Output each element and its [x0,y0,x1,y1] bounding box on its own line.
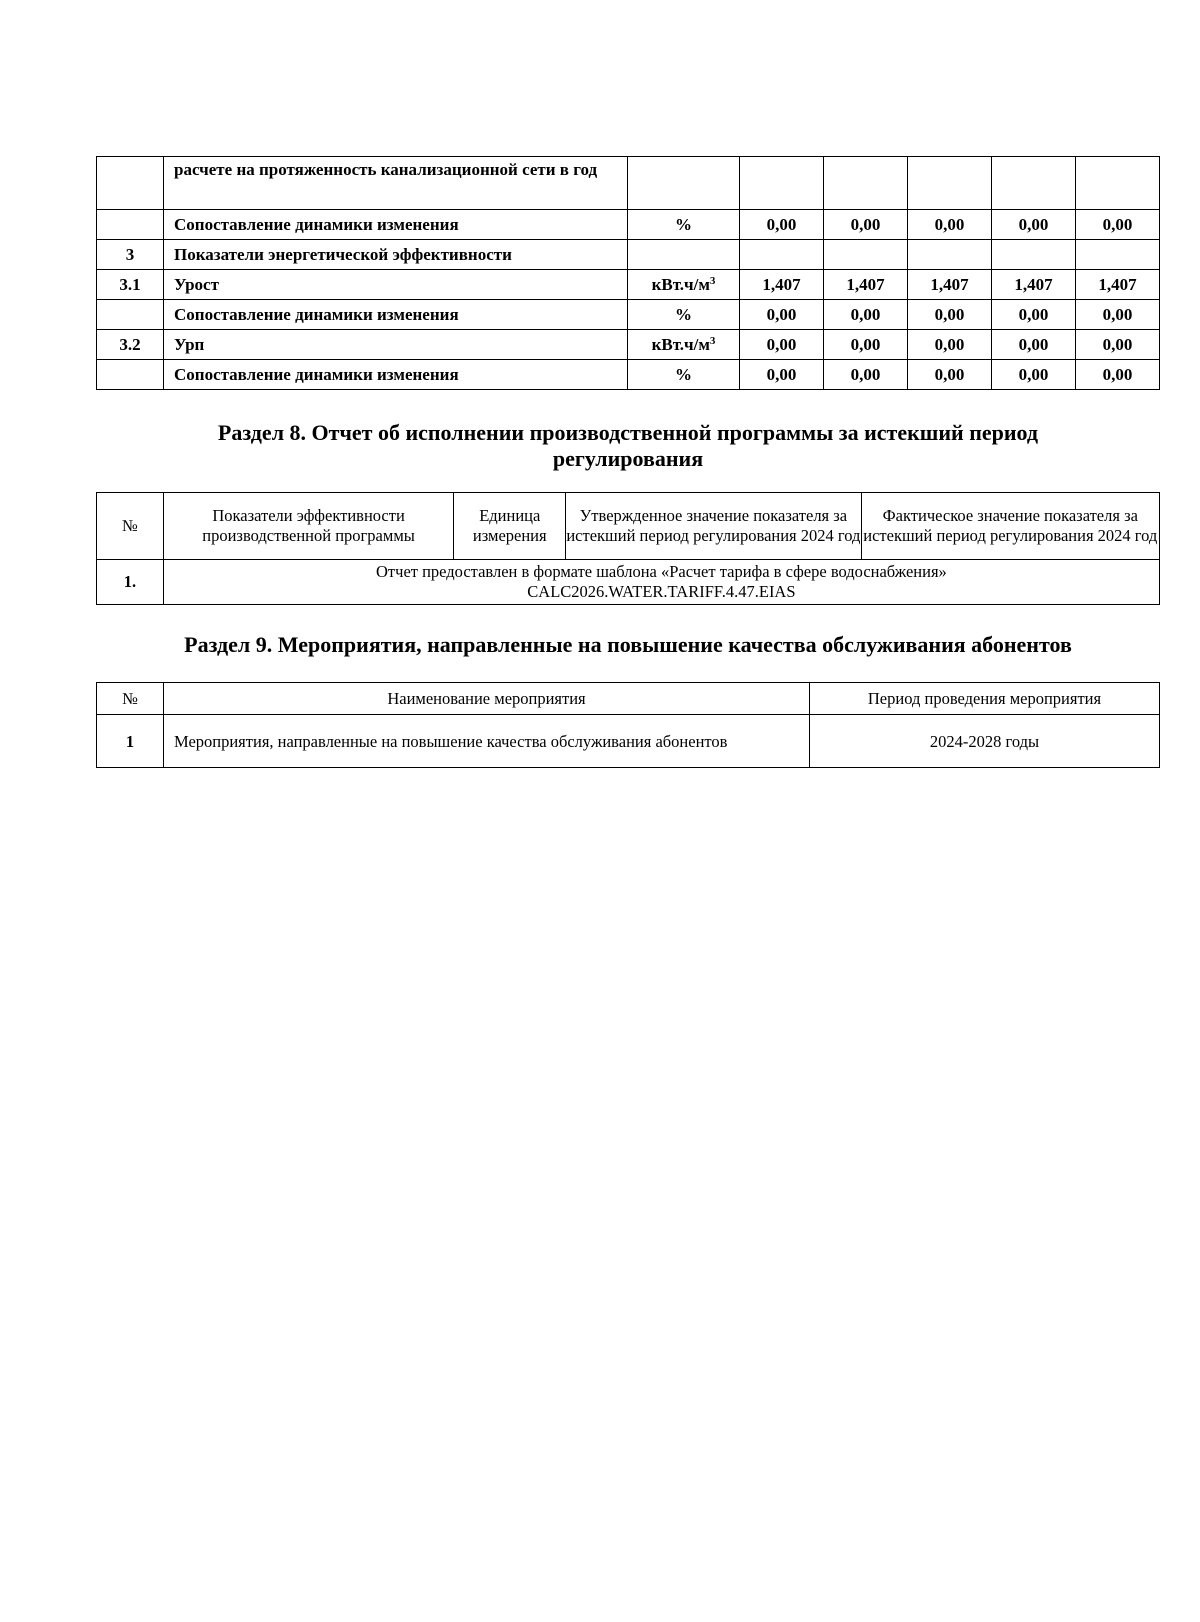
table-row [97,360,1160,390]
row-value: 0,00 [824,330,908,360]
row-name: Сопоставление динамики изменения [164,360,628,390]
row-value: 0,00 [740,360,824,390]
row-value: 0,00 [824,360,908,390]
row-number: 3.1 [97,270,164,300]
row-unit: % [628,210,740,240]
table-row [97,300,1160,330]
row-value: 1,407 [824,270,908,300]
header-activity-name: Наименование мероприятия [164,683,810,715]
header-number: № [97,493,164,560]
row-value: 0,00 [992,300,1076,330]
row-name: Сопоставление динамики изменения [164,210,628,240]
row-value: 0,00 [824,300,908,330]
row-number: 3.2 [97,330,164,360]
section-8-title [96,420,1160,472]
activity-name: Мероприятия, направленные на повышение качества обслуживания абонентов [164,715,810,768]
row-value [992,157,1076,210]
row-name: Показатели энергетической эффективности [164,240,628,270]
table-row [97,270,1160,300]
row-number [97,210,164,240]
row-value: 1,407 [1076,270,1160,300]
row-value: 0,00 [1076,330,1160,360]
indicators-table [96,156,1160,390]
row-value: 0,00 [992,360,1076,390]
table-row [97,715,1160,768]
row-name: расчете на протяженность канализационной сети в год [164,157,628,210]
row-unit [628,330,740,360]
row-value: 0,00 [740,300,824,330]
header-approved-value: Утвержденное значение показателя за истекший период регулирования 2024 год [566,493,861,560]
report-note [163,560,1159,605]
row-value: 0,00 [740,210,824,240]
table-row [97,240,1160,270]
row-value: 0,00 [1076,360,1160,390]
header-actual-value: Фактическое значение показателя за истекший период регулирования 2024 год [861,493,1159,560]
table-header-row [97,683,1160,715]
row-unit [628,270,740,300]
row-value [740,157,824,210]
unit-superscript: 3 [709,335,716,347]
row-value [740,240,824,270]
row-name: Урп [164,330,628,360]
header-indicators: Показатели эффективности производственной программы [163,493,453,560]
row-value: 0,00 [992,330,1076,360]
table-header-row [97,493,1160,560]
row-value [992,240,1076,270]
row-value: 0,00 [992,210,1076,240]
section-9-title: Раздел 9. Мероприятия, направленные на повышение качества обслуживания абонентов [184,632,1072,657]
row-value [908,240,992,270]
row-value: 0,00 [740,330,824,360]
row-value [1076,157,1160,210]
row-value: 0,00 [908,300,992,330]
section-8-title-line1: Раздел 8. Отчет об исполнении производственной программы за истекший период [217,420,1039,445]
row-number [97,300,164,330]
row-number: 1 [97,715,164,768]
section-9-table [96,682,1160,768]
report-note-template-code: CALC2026.WATER.TARIFF.4.47.EIAS [527,582,796,601]
header-unit: Единица измерения [454,493,566,560]
row-value: 1,407 [740,270,824,300]
row-number [97,360,164,390]
row-name: Сопоставление динамики изменения [164,300,628,330]
row-unit [628,157,740,210]
activity-period: 2024-2028 годы [810,715,1160,768]
table-row [97,157,1160,210]
row-value: 1,407 [992,270,1076,300]
row-value [824,240,908,270]
table-row [97,560,1160,605]
report-note-line1: Отчет предоставлен в формате шаблона «Расчет тарифа в сфере водоснабжения» [376,562,947,581]
row-number: 3 [97,240,164,270]
row-value: 0,00 [1076,300,1160,330]
table-row [97,210,1160,240]
row-name: Урост [164,270,628,300]
row-value: 0,00 [908,360,992,390]
row-unit: % [628,300,740,330]
row-value: 0,00 [824,210,908,240]
row-value: 1,407 [908,270,992,300]
unit-text: кВт.ч/м [651,335,710,354]
row-number: 1. [97,560,164,605]
section-8-title-line2: регулирования [552,446,704,471]
header-number: № [97,683,164,715]
row-value [824,157,908,210]
row-value: 0,00 [1076,210,1160,240]
row-number [97,157,164,210]
section-8-table [96,492,1160,605]
row-unit [628,240,740,270]
row-value [908,157,992,210]
unit-text: кВт.ч/м [651,275,710,294]
row-value [1076,240,1160,270]
table-row [97,330,1160,360]
unit-superscript: 3 [709,275,716,287]
row-value: 0,00 [908,210,992,240]
row-unit: % [628,360,740,390]
row-value: 0,00 [908,330,992,360]
header-period: Период проведения мероприятия [810,683,1160,715]
